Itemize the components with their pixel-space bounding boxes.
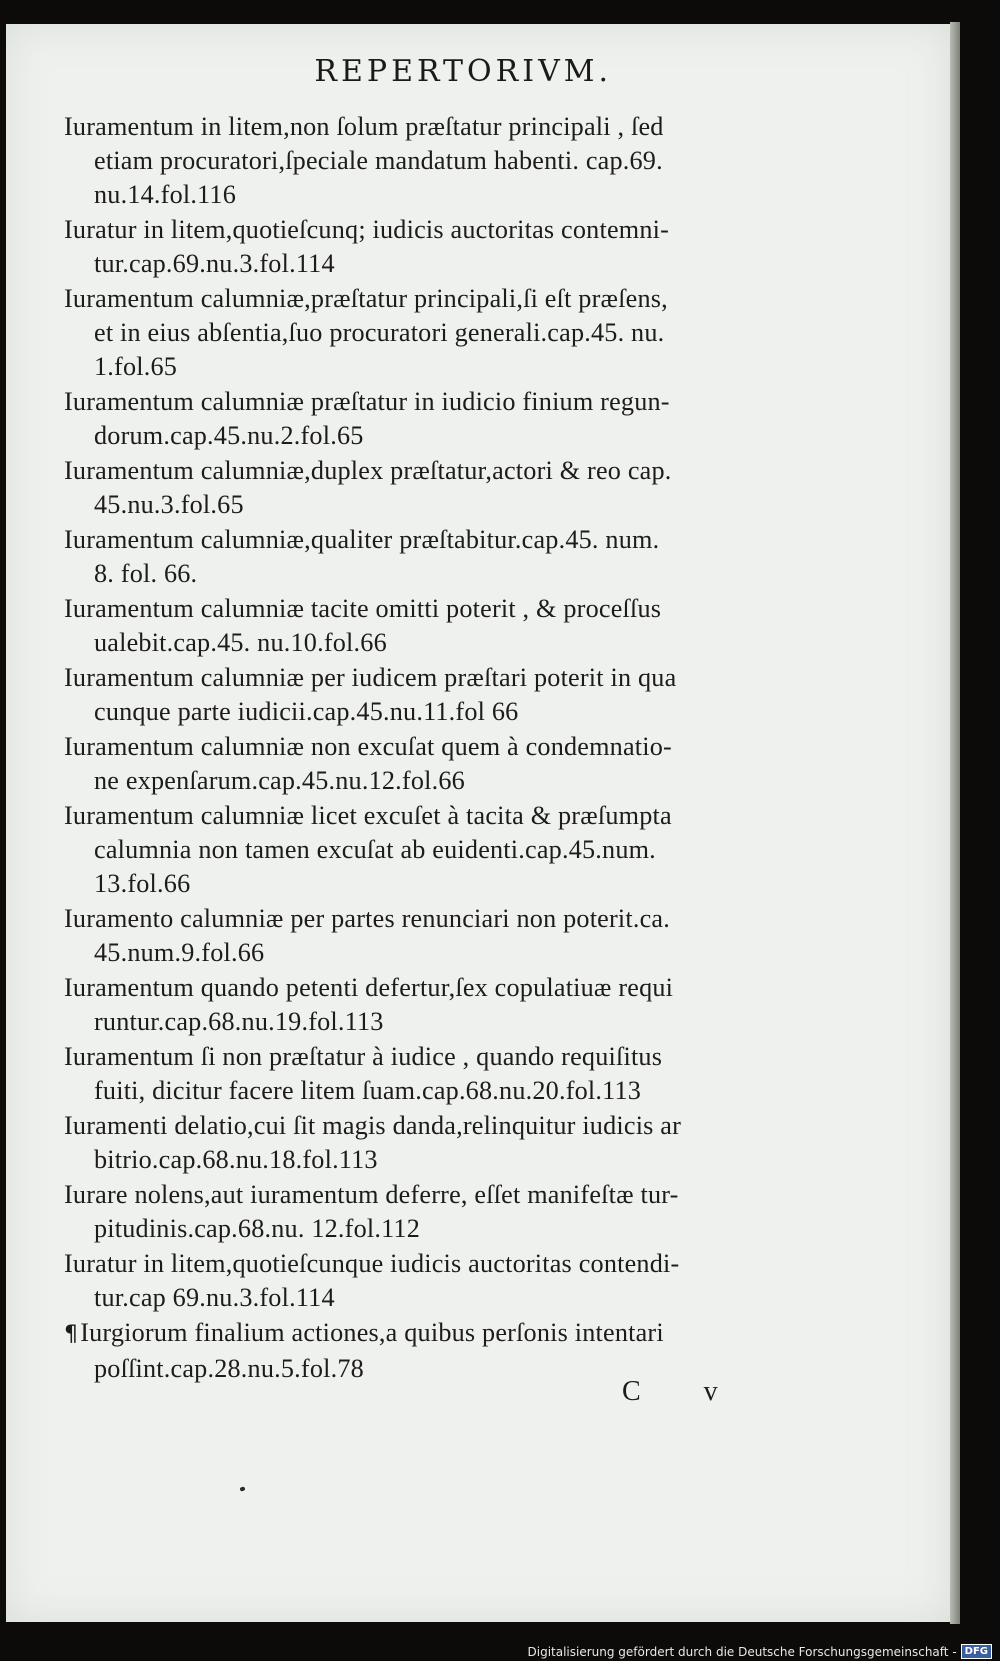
entry-continuation-line: fuiti, dicitur facere litem ſuam.cap.68.nu.20.fol.113: [94, 1076, 642, 1105]
digitization-footer: [528, 1644, 993, 1659]
running-head: REPERTORIVM.: [314, 54, 612, 89]
ink-speck: [239, 1486, 245, 1491]
entry-continuation-line: bitrio.cap.68.nu.18.fol.113: [94, 1145, 378, 1174]
entry-continuation-line: cunque parte iudicii.cap.45.nu.11.fol 66: [94, 697, 519, 726]
index-entries: [64, 110, 784, 1387]
entry-continuation-line: pitudinis.cap.68.nu. 12.fol.112: [94, 1214, 420, 1243]
entry-headword-line: Iuramentum calumniæ non excuſat quem à condemnatio-: [64, 732, 672, 761]
index-entry: [64, 592, 784, 660]
entry-headword-line: Iuramentum calumniæ per iudicem præſtari poterit in qua: [64, 663, 677, 692]
index-entry: [64, 902, 784, 970]
index-entry: [64, 1109, 784, 1177]
index-entry: [64, 799, 784, 901]
entry-continuation-line: 8. fol. 66.: [94, 559, 198, 588]
entry-continuation-line: 1.fol.65: [94, 352, 178, 381]
entry-headword-line: Iuramentum calumniæ,qualiter præſtabitur.cap.45. num.: [64, 525, 660, 554]
entry-headword-line: Iuramento calumniæ per partes renunciari non poterit.ca.: [64, 904, 671, 933]
entry-headword-line: Iuramentum calumniæ tacite omitti poterit , & proceſſus: [64, 594, 662, 623]
index-entry: [64, 1247, 784, 1315]
entry-headword-line: Iuramentum calumniæ licet excuſet à tacita & præſumpta: [64, 801, 672, 830]
entry-continuation-line: poſſint.cap.28.nu.5.fol.78: [94, 1354, 364, 1383]
entry-continuation-line: 45.num.9.fol.66: [94, 938, 265, 967]
index-entry: [64, 661, 784, 729]
entry-continuation-line: tur.cap 69.nu.3.fol.114: [94, 1283, 335, 1312]
index-entry: [64, 282, 784, 384]
entry-continuation-line: 13.fol.66: [94, 869, 191, 898]
dfg-logo-icon: DFG: [961, 1644, 992, 1659]
entry-continuation-line: etiam procuratori,ſpeciale mandatum habenti. cap.69.: [94, 146, 663, 175]
entry-continuation-line: calumnia non tamen excuſat ab euidenti.cap.45.num.: [94, 835, 656, 864]
entry-text: Iurgiorum finalium actiones,a quibus perſonis intentari: [80, 1318, 664, 1347]
entry-continuation-line: et in eius abſentia,ſuo procuratori generali.cap.45. nu.: [94, 318, 665, 347]
footer-credit: Digitalisierung gefördert durch die Deutsche Forschungsgemeinschaft -: [527, 1644, 957, 1659]
index-entry: [64, 110, 784, 212]
entry-continuation-line: dorum.cap.45.nu.2.fol.65: [94, 421, 364, 450]
entry-headword-line: Iuramentum quando petenti defertur,ſex copulatiuæ requi: [64, 973, 674, 1002]
index-entry: [64, 1178, 784, 1246]
entry-continuation-line: nu.14.fol.116: [94, 180, 237, 209]
entry-continuation-line: ne expenſarum.cap.45.nu.12.fol.66: [94, 766, 465, 795]
entry-headword-line: Iuramentum calumniæ præſtatur in iudicio finium regun-: [64, 387, 670, 416]
signature-mark: C v: [622, 1376, 746, 1407]
book-page: [6, 24, 956, 1622]
index-entry: [64, 454, 784, 522]
entry-headword-line: Iuramenti delatio,cui ſit magis danda,relinquitur iudicis ar: [64, 1111, 682, 1140]
index-entry: [64, 385, 784, 453]
entry-continuation-line: 45.nu.3.fol.65: [94, 490, 244, 519]
pilcrow-icon: ¶: [64, 1322, 79, 1347]
index-entry: [64, 1040, 784, 1108]
entry-headword-line: [64, 1316, 784, 1352]
entry-continuation-line: ualebit.cap.45. nu.10.fol.66: [94, 628, 387, 657]
page-edge: [950, 22, 960, 1624]
entry-headword-line: Iurare nolens,aut iuramentum deferre, eſſet manifeſtæ tur-: [64, 1180, 679, 1209]
entry-continuation-line: runtur.cap.68.nu.19.fol.113: [94, 1007, 384, 1036]
index-entry: [64, 730, 784, 798]
index-entry: [64, 523, 784, 591]
entry-headword-line: Iuratur in litem,quotieſcunque iudicis auctoritas contendi-: [64, 1249, 680, 1278]
index-entry: [64, 213, 784, 281]
index-entry: [64, 971, 784, 1039]
entry-headword-line: Iuramentum calumniæ,præſtatur principali,ſi eſt præſens,: [64, 284, 668, 313]
entry-headword-line: Iuratur in litem,quotieſcunq; iudicis auctoritas contemni-: [64, 215, 670, 244]
entry-continuation-line: tur.cap.69.nu.3.fol.114: [94, 249, 335, 278]
entry-headword-line: Iuramentum ſi non præſtatur à iudice , quando requiſitus: [64, 1042, 663, 1071]
entry-headword-line: Iuramentum calumniæ,duplex præſtatur,actori & reo cap.: [64, 456, 672, 485]
entry-headword-line: Iuramentum in litem,non ſolum præſtatur principali , ſed: [64, 112, 664, 141]
